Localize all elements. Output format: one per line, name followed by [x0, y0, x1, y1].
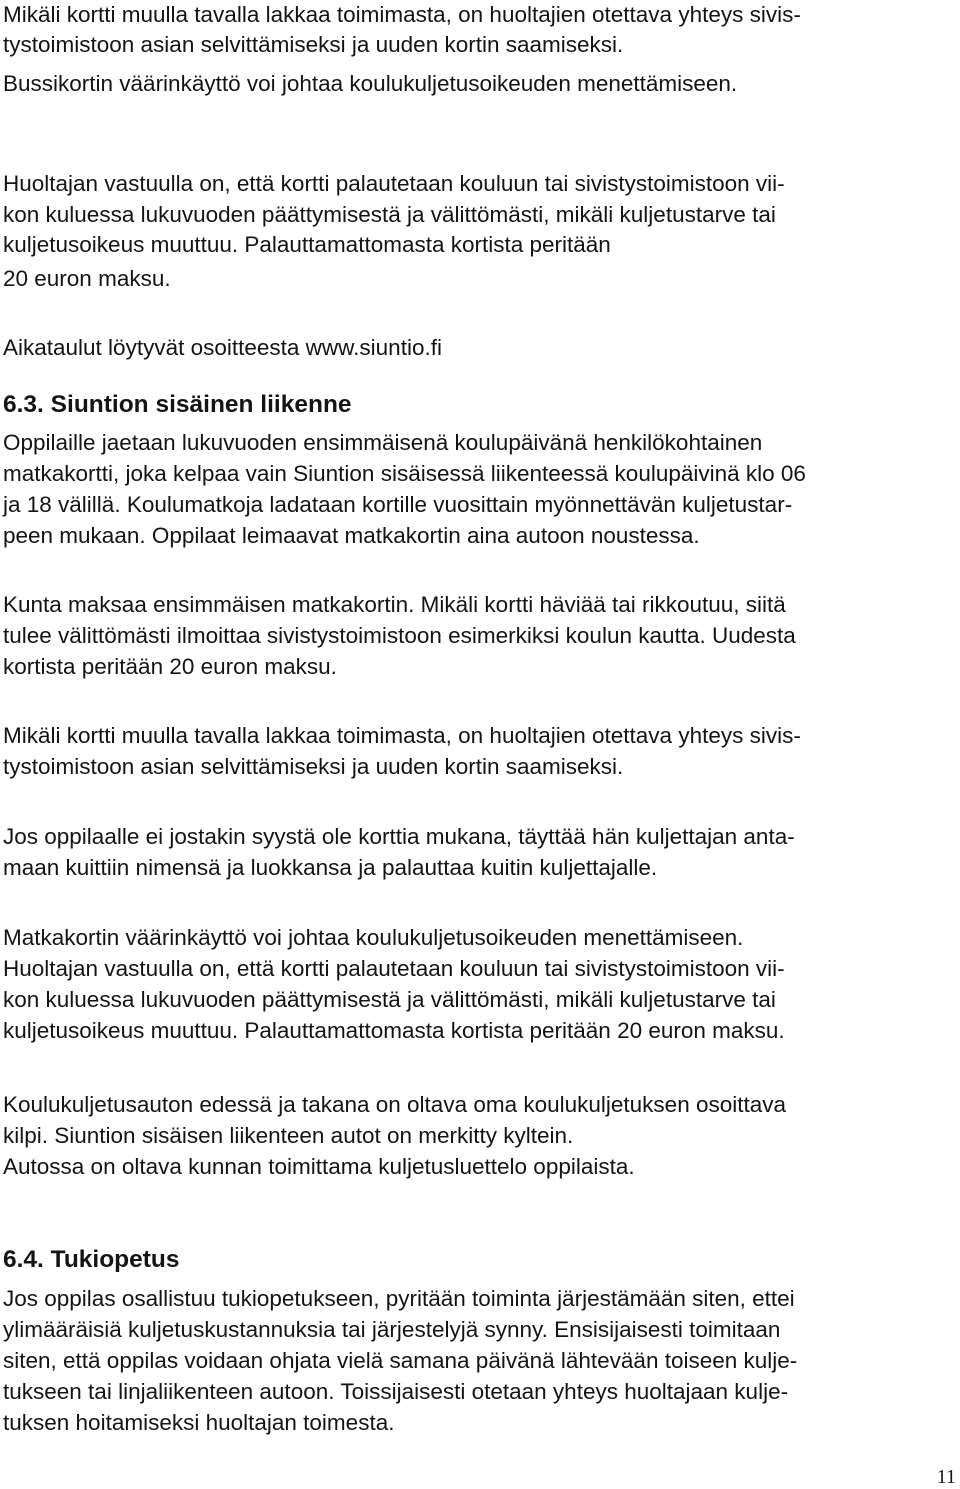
text-line: Autossa on oltava kunnan toimittama kuljetusluettelo oppilaista.	[3, 1154, 635, 1179]
text-line: kuljetusoikeus muuttuu. Palauttamattomasta kortista peritään 20 euron maksu.	[3, 1018, 785, 1043]
text-line: peen mukaan. Oppilaat leimaavat matkakortin aina autoon noustessa.	[3, 523, 700, 548]
text-line: ylimääräisiä kuljetuskustannuksia tai järjestelyjä synny. Ensisijaisesti toimitaan	[3, 1317, 781, 1342]
text-line: kilpi. Siuntion sisäisen liikenteen autot on merkitty kyltein.	[3, 1123, 574, 1148]
text-line: Bussikortin väärinkäyttö voi johtaa koulukuljetusoikeuden menettämiseen.	[3, 71, 738, 96]
text-line: tuksen hoitamiseksi huoltajan toimesta.	[3, 1410, 395, 1435]
text-line: Matkakortin väärinkäyttö voi johtaa koulukuljetusoikeuden menettämiseen.	[3, 925, 744, 950]
text-line: ja 18 välillä. Koulumatkoja ladataan kortille vuosittain myönnettävän kuljetustar-	[3, 492, 793, 517]
text-line: kuljetusoikeus muuttuu. Palauttamattomasta kortista peritään	[3, 232, 611, 257]
text-line: Koulukuljetusauton edessä ja takana on oltava oma koulukuljetuksen osoittava	[3, 1092, 787, 1117]
text-line: matkakortti, joka kelpaa vain Siuntion sisäisessä liikenteessä koulupäivinä klo 06	[3, 461, 806, 486]
text-line: Oppilaille jaetaan lukuvuoden ensimmäisenä koulupäivänä henkilökohtainen	[3, 430, 763, 455]
text-line: kon kuluessa lukuvuoden päättymisestä ja välittömästi, mikäli kuljetustarve tai	[3, 202, 776, 227]
text-line: Aikataulut löytyvät osoitteesta www.siuntio.fi	[3, 335, 442, 360]
text-line: siten, että oppilas voidaan ohjata vielä samana päivänä lähtevään toiseen kulje-	[3, 1348, 798, 1373]
text-line: Mikäli kortti muulla tavalla lakkaa toimimasta, on huoltajien otettava yhteys sivis-	[3, 723, 801, 748]
text-line: maan kuittiin nimensä ja luokkansa ja palauttaa kuitin kuljettajalle.	[3, 855, 658, 880]
text-line: Mikäli kortti muulla tavalla lakkaa toimimasta, on huoltajien otettava yhteys sivis-	[3, 2, 801, 27]
text-line: kortista peritään 20 euron maksu.	[3, 654, 337, 679]
text-line: tukseen tai linjaliikenteen autoon. Toissijaisesti otetaan yhteys huoltajaan kulje-	[3, 1379, 789, 1404]
text-line: tulee välittömästi ilmoittaa sivistystoimistoon esimerkiksi koulun kautta. Uudesta	[3, 623, 796, 648]
section-heading-6-3: 6.3. Siuntion sisäinen liikenne	[3, 391, 352, 418]
text-line: tystoimistoon asian selvittämiseksi ja uuden kortin saamiseksi.	[3, 754, 624, 779]
text-line: 20 euron maksu.	[3, 266, 171, 291]
text-line: kon kuluessa lukuvuoden päättymisestä ja välittömästi, mikäli kuljetustarve tai	[3, 987, 776, 1012]
text-line: Huoltajan vastuulla on, että kortti palautetaan kouluun tai sivistystoimistoon vii-	[3, 956, 785, 981]
page-number: 11	[936, 1466, 956, 1488]
text-line: Huoltajan vastuulla on, että kortti palautetaan kouluun tai sivistystoimistoon vii-	[3, 171, 785, 196]
text-line: Jos oppilas osallistuu tukiopetukseen, pyritään toiminta järjestämään siten, ettei	[3, 1286, 795, 1311]
text-line: tystoimistoon asian selvittämiseksi ja uuden kortin saamiseksi.	[3, 32, 624, 57]
text-line: Kunta maksaa ensimmäisen matkakortin. Mikäli kortti häviää tai rikkoutuu, siitä	[3, 592, 786, 617]
section-heading-6-4: 6.4. Tukiopetus	[3, 1246, 180, 1273]
text-line: Jos oppilaalle ei jostakin syystä ole korttia mukana, täyttää hän kuljettajan anta-	[3, 824, 795, 849]
